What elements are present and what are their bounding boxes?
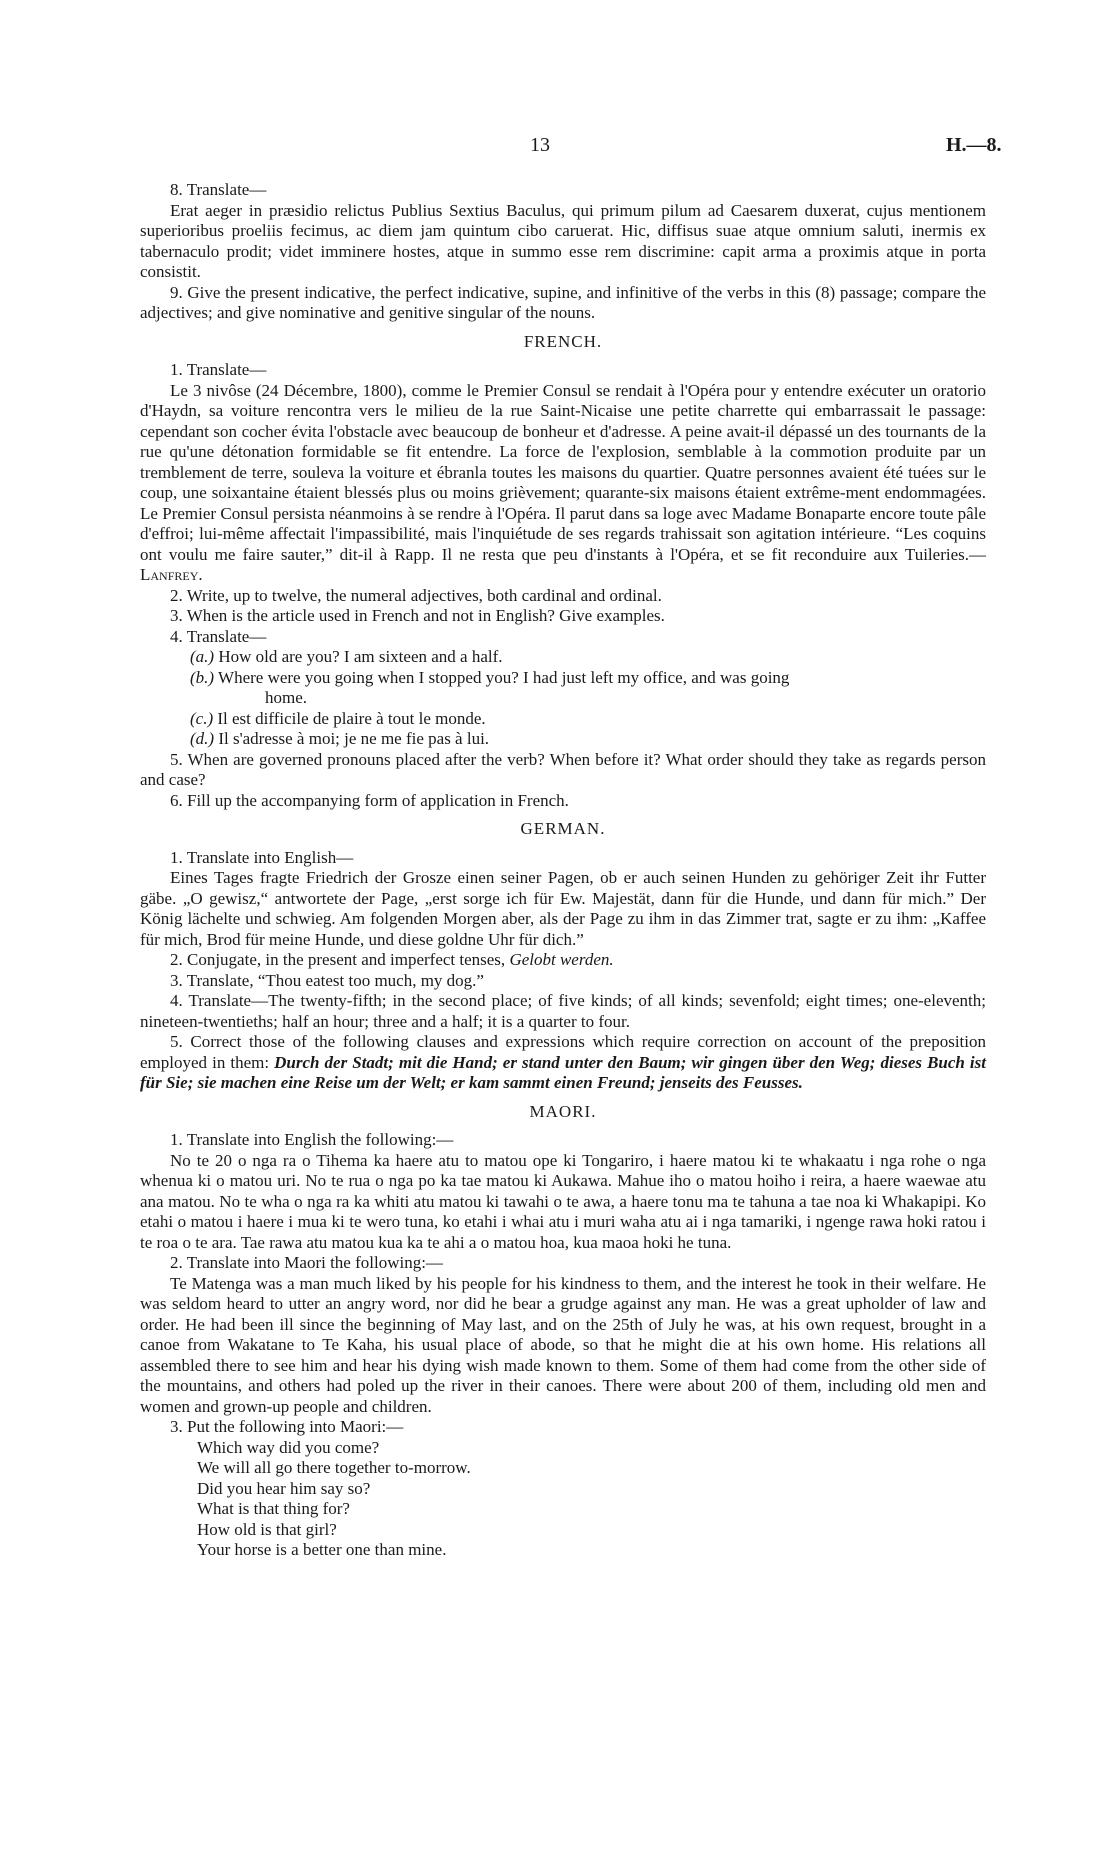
option-mark: (b.) <box>190 667 215 687</box>
maori-heading: MAORI. <box>529 1101 597 1121</box>
maori-q2-label: 2. Translate into Maori the following:— <box>170 1253 443 1272</box>
german-q2-text: 2. Conjugate, in the present and imperfect tenses, <box>170 950 510 969</box>
french-q3: 3. When is the article used in French and not in English? Give examples. <box>170 606 665 625</box>
german-q5 <box>140 1032 986 1094</box>
french-q4-c <box>140 709 986 730</box>
option-text: Where were you going when I stopped you? I had just left my office, and was going <box>214 667 790 687</box>
phrase-item: How old is that girl? <box>197 1519 337 1539</box>
maori-q1-passage: No te 20 o nga ra o Tihema ka haere atu to matou ope ki Tongariro, i haere matou ki te whakaatu i nga rohe o nga whenua ki o matou uri. No te rua o nga po ka tae matou ki Aukawa. Mahue iho o matou hoiho i reira, a haere waewae atu ana matou. No te wha o nga ra ka whiti atu matou ki tawahi o te awa, a haere tonu ma te tahuna a tae noa ki Whakapipi. Ko etahi o matou i haere i mua ki te wero tuna, ko etahi i whai atu i muri waha atu ai i nga tamariki, i ngenge rawa hoki ratou i te roa o te ara. Tae rawa atu matou kua ka te ahi a o matou hoa, kua maoa hoki he tuna. <box>140 1150 986 1252</box>
french-heading: FRENCH. <box>523 331 603 351</box>
option-mark: (d.) <box>190 729 215 748</box>
maori-q2-passage: Te Matenga was a man much liked by his people for his kindness to them, and the interest he took in their welfare. He was seldom heard to utter an angry word, nor did he bear a grudge against any man. He was a great upholder of law and order. He had been ill since the beginning of May last, and on the 25th of July he was, at his own request, brought in a canoe from Wakatane to Te Kaha, his usual place of abode, so that he might die at his own home. His relations all assembled there to see him and hear his dying wish made known to them. Some of them had come from the other side of the mountains, and others had poled up the river in their canoes. There were about 200 of them, including old men and women and grown-up people and children. <box>140 1273 986 1416</box>
latin-q9: 9. Give the present indicative, the perfect indicative, supine, and infinitive of the verbs in this (8) passage; compare the adjectives; and give nominative and genitive singular of the nouns. <box>140 282 986 322</box>
option-text: How old are you? I am sixteen and a half. <box>214 647 503 666</box>
phrase-item: Which way did you come? <box>197 1437 380 1457</box>
option-text: Il s'adresse à moi; je ne me fie pas à lui. <box>214 729 490 748</box>
french-q4-b <box>140 668 986 709</box>
phrase-item: We will all go there together to-morrow. <box>197 1458 471 1477</box>
german-heading: GERMAN. <box>520 819 606 838</box>
latin-q8-label: 8. Translate— <box>170 180 267 199</box>
maori-q1-label: 1. Translate into English the following:— <box>170 1130 454 1149</box>
french-q4-d <box>140 729 986 750</box>
german-q5-expressions: Durch der Stadt; mit die Hand; er stand unter den Baum; wir gingen über den Weg; dieses Buch ist für Sie; sie machen eine Reise um der Welt; er kam sammt einen Freund; jenseits des Feusses. <box>140 1052 986 1092</box>
french-q4-a <box>140 647 986 668</box>
option-text: Il est difficile de plaire à tout le monde. <box>213 708 486 728</box>
french-q5: 5. When are governed pronouns placed after the verb? When before it? What order should they take as regards person and case? <box>140 749 986 789</box>
maori-q3-phrases <box>140 1438 986 1561</box>
document-reference: H.—8. <box>946 134 1002 156</box>
maori-q3-label: 3. Put the following into Maori:— <box>170 1417 404 1436</box>
french-q1-author: Lanfrey. <box>140 565 203 584</box>
german-q3: 3. Translate, “Thou eatest too much, my dog.” <box>170 970 484 990</box>
french-section <box>140 332 986 812</box>
french-q1-text: Le 3 nivôse (24 Décembre, 1800), comme le Premier Consul se rendait à l'Opéra pour y entendre exécuter un oratorio d'Haydn, sa voiture rencontra vers le milieu de la rue Saint-Nicaise une petite charrette qui embarrassait le passage: cependant son cocher évita l'obstacle avec beaucoup de bonheur et d'adresse. A peine avait-il dépassé un des tournants de la rue qu'une détonation formidable se fit entendre. La force de l'explosion, semblable à la commotion produite par un tremblement de terre, souleva la voiture et ébranla toutes les maisons du quartier. Quatre personnes avaient été tuées sur le coup, une soixantaine étaient blessés plus ou moins grièvement; quarante-six maisons étaient extrême-ment endommagées. Le Premier Consul persista néanmoins à se rendre à l'Opéra. Il parut dans sa loge avec Madame Bonaparte encore toute pâle d'effroi; lui-même affectait l'impassibilité, mais l'inquiétude de ses regards trahissait son agitation intérieure. “Les coquins ont voulu me faire sauter,” dit-il à Rapp. Il ne resta que peu d'instants à l'Opéra, et se fit reconduire aux Tuileries.— <box>140 380 986 564</box>
german-section <box>140 819 986 1094</box>
german-q2-italic: Gelobt werden. <box>509 950 614 969</box>
german-q2 <box>140 950 986 971</box>
latin-q8-passage: Erat aeger in præsidio relictus Publius Sextius Baculus, qui primum pilum ad Caesarem duxerat, cujus mentionem superioribus proeliis fecimus, ac diem jam quintum cibo caruerat. Hic, diffisus suae atque omnium saluti, inermis ex tabernaculo prodit; videt imminere hostes, atque in summo esse rem discrimine: capit arma a proximis atque in porta consistit. <box>140 200 986 281</box>
phrase-item: What is that thing for? <box>197 1499 350 1518</box>
french-q6: 6. Fill up the accompanying form of application in French. <box>170 790 569 810</box>
maori-section <box>140 1102 986 1561</box>
french-q2: 2. Write, up to twelve, the numeral adjectives, both cardinal and ordinal. <box>170 585 662 605</box>
french-q1-passage <box>140 381 986 586</box>
option-mark: (c.) <box>190 708 214 728</box>
french-q4-b-line <box>190 668 986 689</box>
option-mark: (a.) <box>190 647 215 666</box>
german-q1-passage: Eines Tages fragte Friedrich der Grosze einen seiner Pagen, ob er auch seinen Hunden zu gehöriger Zeit ihr Futter gäbe. „O gewisz,“ antwortete der Page, „erst sorge ich für Ew. Majestät, dann für die Hunde, und dann für mich.” Der König lächelte und schwieg. Am folgenden Morgen aber, als der Page zu ihm in das Zimmer trat, sagte er zu ihm: „Kaffee für mich, Brod für meine Hunde, und diese goldne Uhr für dich.” <box>140 868 986 949</box>
french-q4-b-cont: home. <box>265 688 308 707</box>
phrase-item: Your horse is a better one than mine. <box>197 1540 447 1559</box>
german-q5-text: 5. Correct those of the following clauses and expressions which require correction on account of the preposition employed in them: <box>140 1032 986 1072</box>
page-content <box>140 180 986 1561</box>
french-q4-label: 4. Translate— <box>170 626 267 646</box>
phrase-item: Did you hear him say so? <box>197 1478 371 1498</box>
german-q1-label: 1. Translate into English— <box>170 847 354 867</box>
french-q1-label: 1. Translate— <box>170 360 267 379</box>
latin-section <box>140 180 986 324</box>
page-number: 13 <box>530 134 550 156</box>
german-q4: 4. Translate—The twenty-fifth; in the second place; of five kinds; of all kinds; sevenfold; eight times; one-eleventh; nineteen-twentieths; half an hour; three and a half; it is a quarter to four. <box>140 991 986 1031</box>
